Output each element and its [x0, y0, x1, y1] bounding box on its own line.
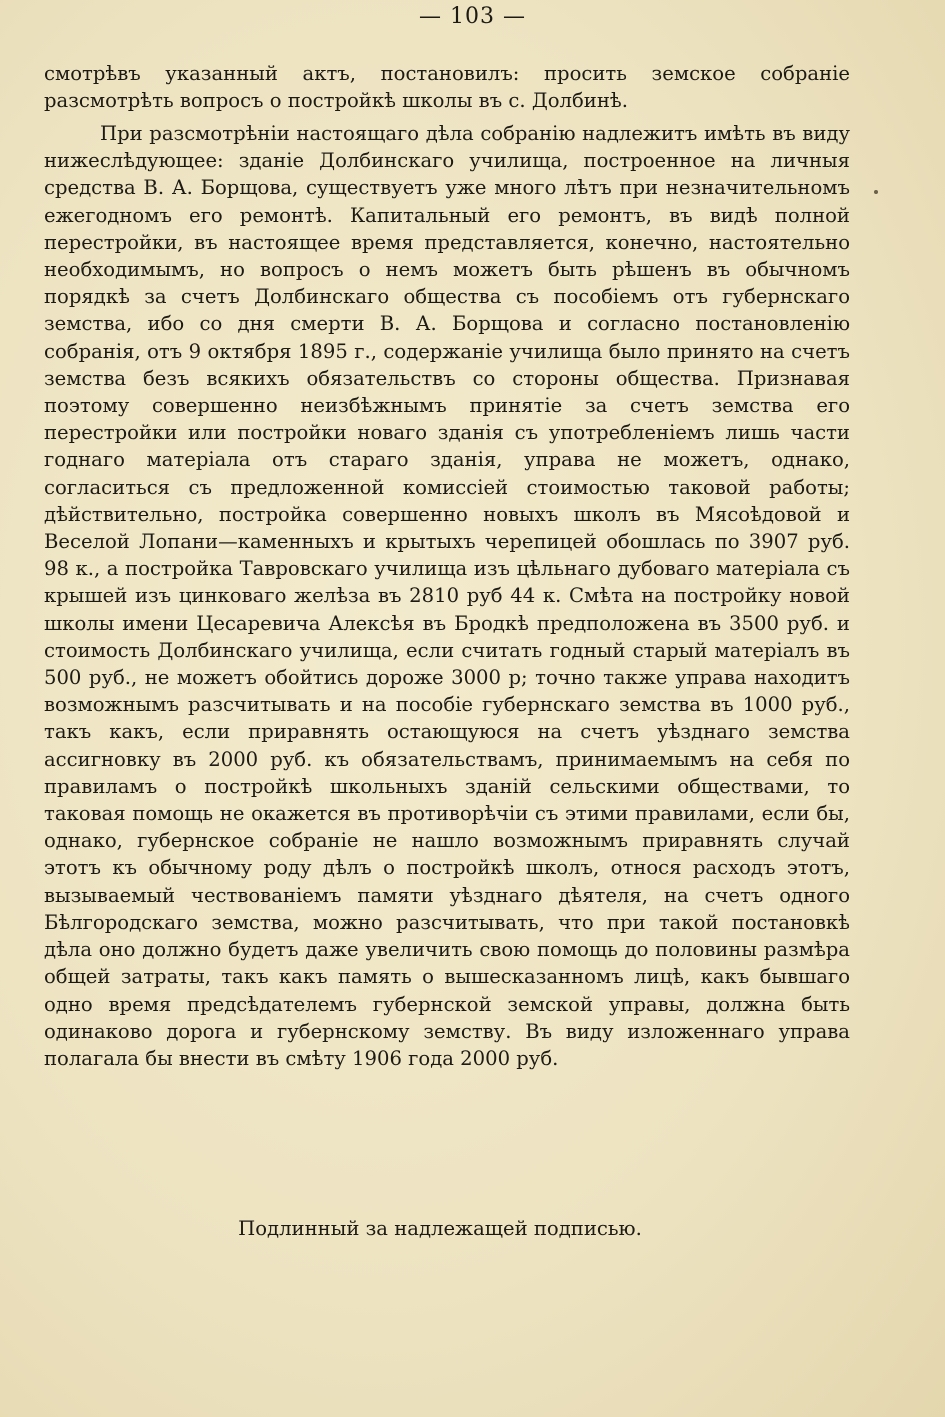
signature-line: Подлинный за надлежащей подписью. — [238, 1217, 642, 1240]
page-number: — 103 — — [419, 4, 526, 29]
margin-mark — [874, 190, 878, 194]
paragraph-main: При разсмотрѣніи настоящаго дѣла собранію надлежитъ имѣть въ виду нижеслѣдующее: зданіе Долбинскаго училища, построенное на личныя средства В. А. Борщова, существуетъ уже много лѣтъ при незначительномъ ежегодномъ его ремонтѣ. Капитальный его ремонтъ, въ видѣ полной перестройки, въ настоящее время представляется, конечно, настоятельно необходимымъ, но вопросъ о немъ можетъ быть рѣшенъ въ обычномъ порядкѣ за счетъ Долбинскаго общества съ пособіемъ отъ губернскаго земства, ибо со дня смерти В. А. Борщова и согласно постановленію собранія, отъ 9 октября 1895 г., содержаніе училища было принято на счетъ земства безъ всякихъ обязательствъ со стороны общества. Признавая поэтому совершенно неизбѣжнымъ принятіе за счетъ земства его перестройки или постройки новаго зданія съ употребленіемъ лишь части годнаго матеріала отъ стараго зданія, управа не можетъ, однако, согласиться съ предложенной комиссіей стоимостью таковой работы; дѣйствительно, постройка совершенно новыхъ школъ въ Мясоѣдовой и Веселой Лопани—каменныхъ и крытыхъ черепицей обошлась по 3907 руб. 98 к., а постройка Тавровскаго училища изъ цѣльнаго дубоваго матеріала съ крышей изъ цинковаго желѣза въ 2810 руб 44 к. Смѣта на постройку новой школы имени Цесаревича Алексѣя въ Бродкѣ предположена въ 3500 руб. и стоимость Долбинскаго училища, если считать годный старый матеріалъ въ 500 руб., не можетъ обойтись дороже 3000 р; точно также управа находитъ возможнымъ разсчитывать и на пособіе губернскаго земства въ 1000 руб., такъ какъ, если приравнять остающуюся на счетъ уѣзднаго земства ассигновку въ 2000 руб. къ обязательствамъ, принимаемымъ на себя по правиламъ о постройкѣ школьныхъ зданій сельскими обществами, то таковая помощь не окажется въ противорѣчіи съ этими правилами, если бы, однако, губернское собраніе не нашло возможнымъ приравнять случай этотъ къ обычному роду дѣлъ о постройкѣ школъ, относя расходъ этотъ, вызываемый чествованіемъ памяти уѣзднаго дѣятеля, на счетъ одного Бѣлгородскаго земства, можно разсчитывать, что при такой постановкѣ дѣла оно должно будетъ даже увеличить свою помощь до половины размѣра общей затраты, такъ какъ память о вышесказанномъ лицѣ, какъ бывшаго одно время предсѣдателемъ губернской земской управы, должна быть одинаково дорога и губернскому земству. Въ виду изложеннаго управа полагала бы внести въ смѣту 1906 года 2000 руб. — [44, 122, 850, 1070]
paragraph-continuation: смотрѣвъ указанный актъ, постановилъ: просить земское собраніе разсмотрѣть вопросъ о постройкѣ школы въ с. Долбинѣ. — [44, 62, 850, 113]
